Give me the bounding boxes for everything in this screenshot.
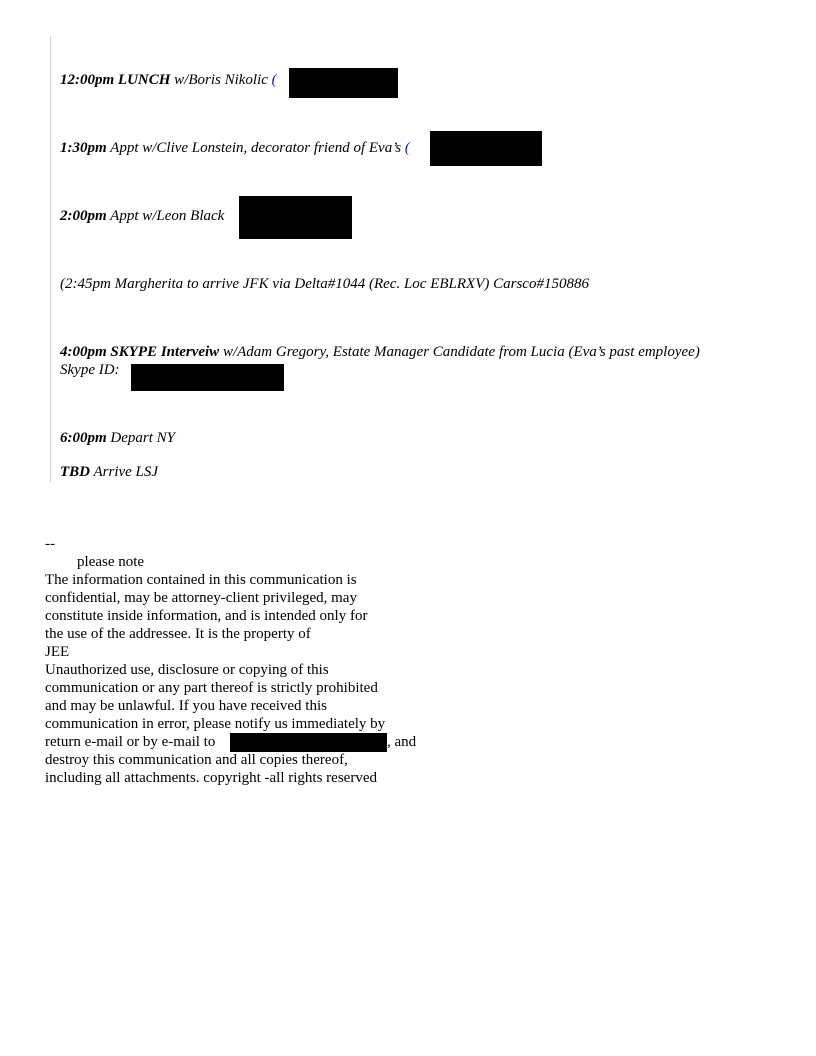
schedule-label: LUNCH [117,72,171,88]
disclaimer-line: constitute inside information, and is intended only for [45,608,368,624]
disclaimer-line: including all attachments. copyright -all rights reserved [45,770,377,786]
redaction-box [131,364,284,391]
disclaimer-line: JEE [45,644,70,660]
schedule-text: (2:45pm Margherita to arrive JFK via Delta#1044 (Rec. Loc EBLRXV) Carsco#150886 [60,276,589,292]
schedule-item-lunch [60,71,277,89]
schedule-time: 4:00pm [60,344,107,360]
quote-bar [50,36,51,482]
disclaimer-line: Unauthorized use, disclosure or copying of this [45,662,329,678]
disclaimer-line: The information contained in this communication is [45,572,357,588]
disclaimer-line: the use of the addressee. It is the property of [45,626,311,642]
schedule-text: w/Adam Gregory, Estate Manager Candidate from Lucia (Eva’s past employee) [219,344,700,360]
redaction-box [289,68,398,98]
disclaimer-line: , and [387,734,417,750]
schedule-item-depart [60,429,175,447]
schedule-paren: ( [404,140,410,156]
redaction-box [230,733,387,752]
schedule-text: w/Boris Nikolic [170,72,272,88]
disclaimer-line: communication in error, please notify us immediately by [45,716,386,732]
schedule-time: TBD [60,464,90,480]
disclaimer-line: return e-mail or by e-mail to [45,734,216,750]
schedule-paren: ( [271,72,277,88]
schedule-text: Appt w/Clive Lonstein, decorator friend of Eva’s [106,140,405,156]
schedule-time: 1:30pm [60,140,107,156]
redaction-box [239,196,352,239]
schedule-text: Depart NY [106,430,176,446]
disclaimer-line: confidential, may be attorney-client privileged, may [45,590,357,606]
schedule-item-arrive [60,463,158,481]
schedule-text: Arrive LSJ [90,464,159,480]
schedule-time: 6:00pm [60,430,107,446]
schedule-text: Appt w/Leon Black [106,208,225,224]
disclaimer-line: destroy this communication and all copies thereof, [45,752,348,768]
schedule-item-skype-interview [60,343,700,361]
footer-note: please note [77,554,145,570]
skype-id-label: Skype ID: [60,362,120,378]
schedule-item-appt-black [60,207,224,225]
signature-separator: -- [45,536,55,552]
redaction-box [430,131,542,166]
disclaimer-line: communication or any part thereof is strictly prohibited [45,680,378,696]
schedule-item-arrival-note [60,275,589,293]
schedule-label: SKYPE Interveiw [110,344,220,360]
schedule-item-appt-lonstein [60,139,410,157]
schedule-time: 12:00pm [60,72,115,88]
schedule-time: 2:00pm [60,208,107,224]
schedule-item-skype-id [60,361,120,379]
disclaimer-line: and may be unlawful. If you have received this [45,698,327,714]
